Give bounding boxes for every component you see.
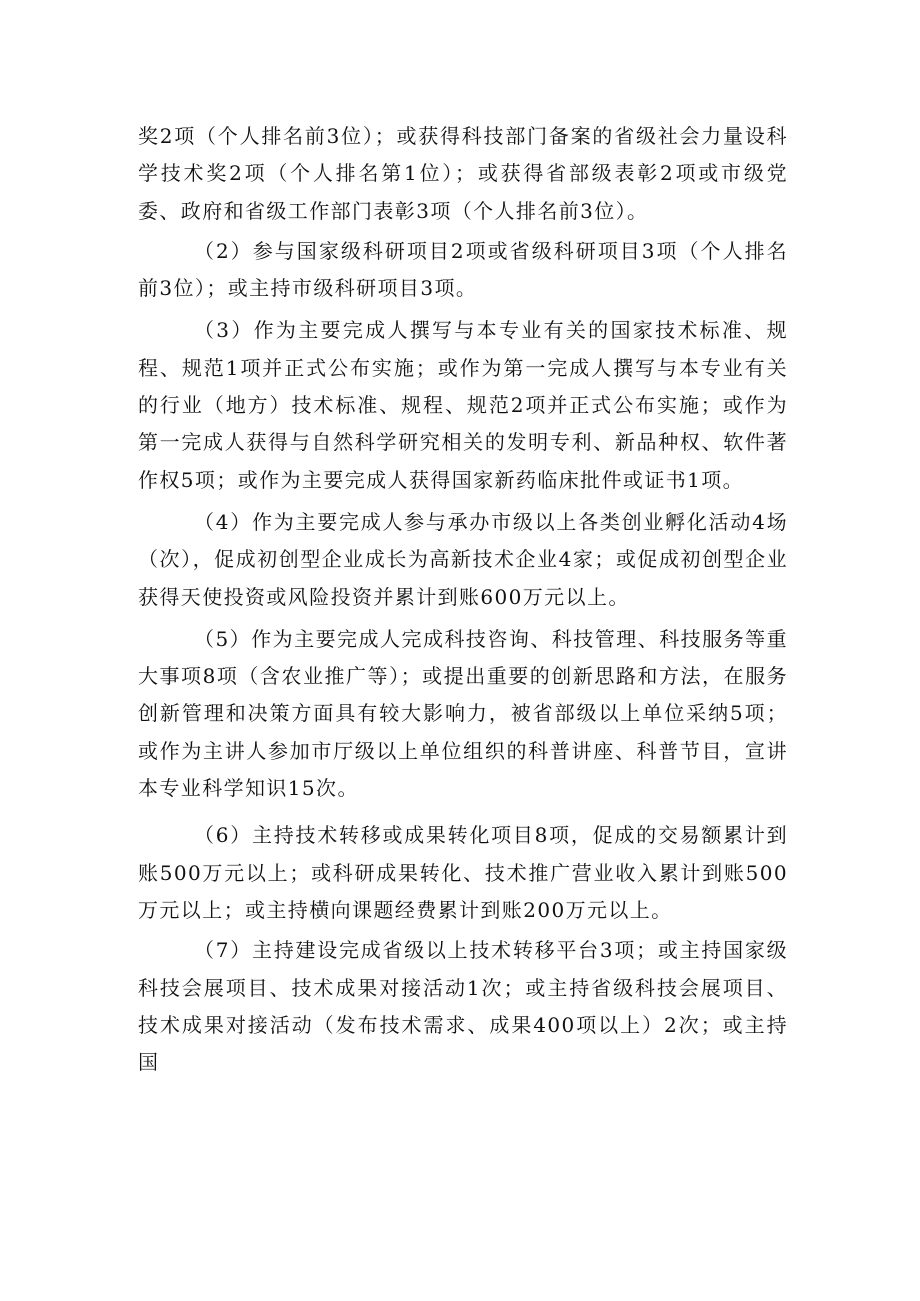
- document-body: [138, 118, 788, 1081]
- paragraph-item-7-transfer-platforms: （7）主持建设完成省级以上技术转移平台3项；或主持国家级科技会展项目、技术成果对接活动1次；或主持省级科技会展项目、技术成果对接活动（发布技术需求、成果400项以上）2次；或主持国: [138, 938, 788, 1075]
- paragraph-item-4-incubation: （4）作为主要完成人参与承办市级以上各类创业孵化活动4场（次），促成初创型企业成长为高新技术企业4家；或促成初创型企业获得天使投资或风险投资并累计到账600万元以上。: [138, 509, 788, 609]
- paragraph-awards-continued: 奖2项（个人排名前3位）；或获得科技部门备案的省级社会力量设科学技术奖2项（个人排名第1位）；或获得省部级表彰2项或市级党委、政府和省级工作部门表彰3项（个人排名前3位）。: [138, 124, 788, 223]
- paragraph-item-5-consulting-services: （5）作为主要完成人完成科技咨询、科技管理、科技服务等重大事项8项（含农业推广等）；或提出重要的创新思路和方法，在服务创新管理和决策方面具有较大影响力，被省部级以上单位采纳5项；或作为主讲人参加市厅级以上单位组织的科普讲座、科普节目，宣讲本专业科学知识15次。: [138, 626, 788, 801]
- paragraph-item-2-research-projects: （2）参与国家级科研项目2项或省级科研项目3项（个人排名前3位）；或主持市级科研项目3项。: [138, 238, 788, 301]
- paragraph-item-6-technology-transfer: （6）主持技术转移或成果转化项目8项，促成的交易额累计到账500万元以上；或科研成果转化、技术推广营业收入累计到账500万元以上；或主持横向课题经费累计到账200万元以上。: [138, 823, 788, 922]
- paragraph-item-3-standards-patents: （3）作为主要完成人撰写与本专业有关的国家技术标准、规程、规范1项并正式公布实施；或作为第一完成人撰写与本专业有关的行业（地方）技术标准、规程、规范2项并正式公布实施；或作为第一完成人获得与自然科学研究相关的发明专利、新品种权、软件著作权5项；或作为主要完成人获得国家新药临床批件或证书1项。: [138, 318, 788, 492]
